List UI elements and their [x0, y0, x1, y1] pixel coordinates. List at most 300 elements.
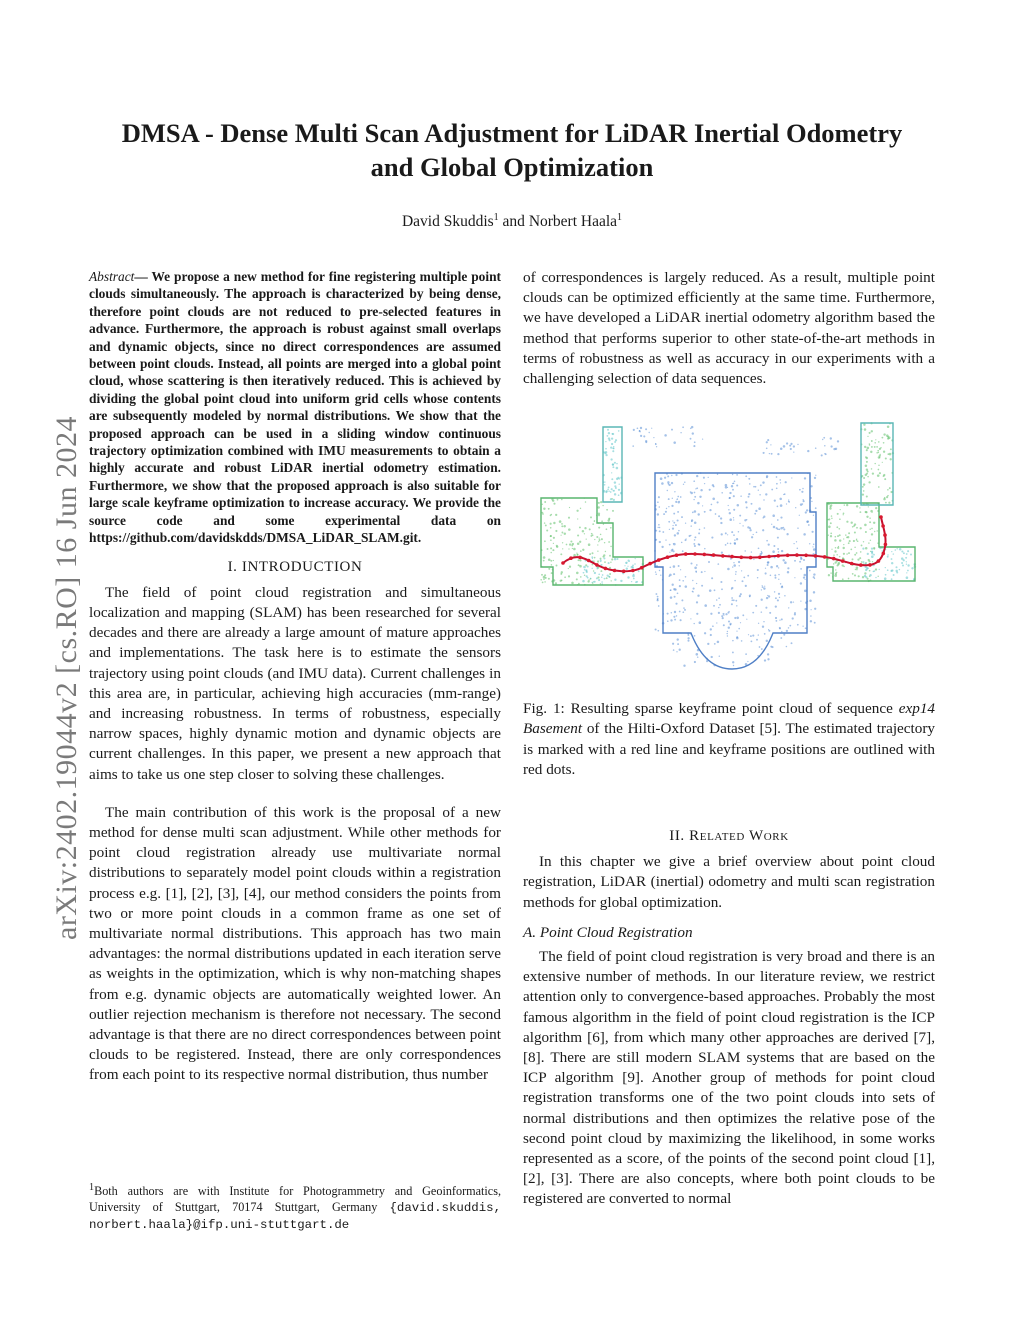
point-cloud-point [762, 482, 764, 484]
point-cloud-point [893, 554, 894, 555]
point-cloud-point [875, 439, 876, 440]
point-cloud-point [727, 636, 728, 637]
point-cloud-point [543, 556, 546, 559]
caption-prefix: Fig. 1: Resulting sparse keyframe point cloud of sequence [523, 700, 893, 718]
point-cloud-point [548, 578, 550, 580]
point-cloud-point [711, 537, 713, 539]
point-cloud-point [761, 612, 763, 614]
point-cloud-point [901, 551, 903, 553]
point-cloud-point [638, 571, 640, 573]
point-cloud-point [846, 504, 848, 506]
point-cloud-point [850, 549, 852, 551]
point-cloud-point [723, 625, 725, 627]
point-cloud-point [701, 571, 703, 573]
point-cloud-point [855, 569, 856, 570]
point-cloud-point [730, 624, 732, 626]
point-cloud-point [675, 603, 677, 605]
point-cloud-point [727, 568, 730, 571]
point-cloud-point [587, 566, 589, 568]
point-cloud-point [804, 477, 806, 479]
point-cloud-point [690, 438, 692, 440]
point-cloud-point [683, 665, 685, 667]
point-cloud-point [782, 559, 784, 561]
point-cloud-point [721, 615, 723, 617]
point-cloud-point [703, 477, 705, 479]
keyframe-dot [648, 562, 652, 566]
point-cloud-point [605, 551, 606, 552]
keyframe-dot [883, 534, 887, 538]
point-cloud-point [768, 630, 770, 632]
point-cloud-point [868, 568, 869, 569]
point-cloud-point [813, 515, 814, 516]
point-cloud-point [683, 484, 684, 485]
point-cloud-point [659, 541, 661, 543]
point-cloud-point [838, 528, 840, 530]
point-cloud-point [656, 446, 657, 447]
point-cloud-point [722, 617, 724, 619]
point-cloud-point [770, 444, 771, 445]
point-cloud-point [862, 576, 864, 578]
point-cloud-point [661, 546, 663, 548]
point-cloud-point [831, 518, 832, 519]
point-cloud-point [867, 476, 869, 478]
point-cloud-point [600, 501, 602, 503]
point-cloud-point [893, 574, 895, 576]
point-cloud-point [677, 593, 679, 595]
point-cloud-point [569, 544, 571, 546]
point-cloud-point [696, 601, 698, 603]
point-cloud-point [729, 497, 731, 499]
point-cloud-point [809, 570, 811, 572]
point-cloud-point [684, 482, 685, 483]
point-cloud-point [733, 517, 734, 518]
footnote-emails: {david.skuddis, norbert.haala}@ifp.uni-stuttgart.de [89, 1201, 502, 1233]
point-cloud-point [634, 563, 636, 565]
keyframe-dot [604, 567, 608, 571]
point-cloud-point [600, 560, 602, 562]
point-cloud-point [562, 548, 563, 549]
point-cloud-point [657, 596, 659, 598]
point-cloud-point [591, 557, 593, 559]
point-cloud-point [780, 527, 783, 530]
point-cloud-point [762, 626, 764, 628]
point-cloud-point [667, 481, 669, 483]
point-cloud-point [824, 445, 826, 447]
point-cloud-point [906, 553, 908, 555]
point-cloud-point [626, 568, 628, 570]
point-cloud-point [610, 491, 612, 493]
point-cloud-point [766, 640, 768, 642]
point-cloud-point [662, 531, 664, 533]
intro-paragraph-2: The main contribution of this work is the proposal of a new method for dense multi scan adjustment. While other methods for point cloud registration already use multivariate normal distributions to separately model point clouds within a registration process e.g. [1], [2], [3], [4], our method considers the points from two or more point clouds in a common frame as one set of multivariate normal distributions. This approach has two main advantages: the normal distributions updated in each iteration serve as weights in the optimization, which is why non-matching shapes from e.g. dynamic objects are automatically weighted lower. An outlier rejection mechanism is therefore not necessary. The second advantage is that there are no direct correspondences between point clouds to be registered. Instead, there are only correspondences from each point to its respective normal distribution, thus number [89, 803, 501, 1084]
point-cloud-point [668, 575, 670, 577]
point-cloud-point [790, 443, 792, 445]
point-cloud-point [797, 444, 798, 445]
point-cloud-point [770, 646, 772, 648]
point-cloud-point [579, 560, 581, 562]
point-cloud-point [886, 435, 889, 438]
point-cloud-point [658, 524, 660, 526]
point-cloud-point [761, 648, 763, 650]
point-cloud-point [600, 570, 602, 572]
point-cloud-point [633, 578, 635, 580]
point-cloud-point [766, 477, 768, 479]
point-cloud-point [691, 521, 693, 523]
point-cloud-point [635, 558, 636, 559]
footnote [89, 1180, 501, 1233]
point-cloud-point [791, 478, 792, 479]
point-cloud-point [805, 512, 807, 514]
point-cloud-point [632, 446, 634, 448]
point-cloud-point [831, 549, 832, 550]
point-cloud-point [797, 528, 799, 530]
point-cloud-point [851, 522, 853, 524]
point-cloud-point [883, 451, 885, 453]
point-cloud-point [906, 561, 907, 562]
point-cloud-point [780, 505, 783, 508]
point-cloud-point [612, 450, 614, 452]
point-cloud-point [736, 637, 739, 640]
point-cloud-point [668, 484, 670, 486]
point-cloud-point [785, 481, 787, 483]
point-cloud-point [672, 525, 673, 526]
point-cloud-point [800, 568, 802, 570]
point-cloud-point [596, 578, 598, 580]
point-cloud-point [541, 574, 543, 576]
point-cloud-point [790, 448, 792, 450]
point-cloud-point [672, 498, 673, 499]
point-cloud-point [863, 561, 865, 563]
point-cloud-point [813, 591, 815, 593]
point-cloud-point [697, 513, 699, 515]
point-cloud-point [870, 451, 872, 453]
point-cloud-point [617, 477, 619, 479]
point-cloud-point [760, 485, 762, 487]
keyframe-dot [758, 556, 762, 560]
point-cloud-point [835, 547, 837, 549]
point-cloud-point [564, 577, 566, 579]
point-cloud-point [753, 486, 755, 488]
point-cloud-point [735, 574, 736, 575]
point-cloud-point [655, 593, 657, 595]
point-cloud-point [664, 477, 666, 479]
point-cloud-point [697, 595, 699, 597]
abstract-text: We propose a new method for fine registering multiple point clouds simultaneously. The approach is characterized by being dense, therefore point clouds are not reduced to pre-selected features in advance. Furthermore, the approach is robust against small overlaps and dynamic objects, since no direct correspondences are assumed between point clouds. Instead, all points are merged into a global point cloud, whose scattering is then iteratively reduced. This is achieved by dividing the global point cloud into uniform grid cells whose contents are subsequently modeled by normal distributions. We show that the proposed approach can be used in a sliding window continuous trajectory optimization combined with IMU measurements to obtain a highly accurate and robust LiDAR inertial odometry estimation. Furthermore, we show that the proposed approach is also suitable for large scale keyframe optimization to increase accuracy. We provide the source code and some experimental data on https://github.com/davidskdds/DMSA_LiDAR_SLAM.git. [89, 269, 501, 546]
point-cloud-point [864, 428, 867, 431]
point-cloud-point [733, 495, 735, 497]
point-cloud-point [576, 553, 577, 554]
point-cloud-point [721, 533, 723, 535]
point-cloud-point [577, 543, 580, 546]
point-cloud-point [778, 574, 779, 575]
point-cloud-point [739, 523, 740, 524]
point-cloud-point [658, 527, 659, 528]
point-cloud-point [611, 488, 613, 490]
point-cloud-point [733, 520, 734, 521]
point-cloud-point [777, 548, 779, 550]
point-cloud-point [876, 446, 878, 448]
point-cloud-point [604, 561, 606, 563]
point-cloud-point [781, 631, 782, 632]
point-cloud-point [873, 522, 875, 524]
point-cloud-point [783, 445, 786, 448]
point-cloud-point [548, 568, 550, 570]
point-cloud-point [770, 575, 772, 577]
point-cloud-point [848, 578, 850, 580]
point-cloud-point [540, 579, 542, 581]
point-cloud-point [870, 540, 871, 541]
keyframe-dot [561, 561, 565, 565]
point-cloud-point [803, 500, 805, 502]
point-cloud-point [597, 545, 598, 546]
point-cloud-point [809, 600, 812, 603]
point-cloud-point [748, 478, 750, 480]
point-cloud-point [673, 573, 675, 575]
point-cloud-point [717, 502, 719, 504]
point-cloud-point [679, 585, 681, 587]
point-cloud-point [879, 472, 881, 474]
point-cloud-point [736, 485, 738, 487]
point-cloud-point [720, 581, 722, 583]
keyframe-dot [841, 560, 845, 564]
point-cloud-point [715, 513, 717, 515]
point-cloud-point [858, 575, 860, 577]
point-cloud-point [764, 660, 766, 662]
point-cloud-point [693, 588, 695, 590]
point-cloud-point [608, 519, 610, 521]
keyframe-dot [712, 554, 716, 558]
point-cloud-point [674, 491, 675, 492]
point-cloud-point [901, 558, 904, 561]
point-cloud-point [696, 475, 698, 477]
point-cloud-point [736, 631, 737, 632]
point-cloud-point [682, 551, 684, 553]
point-cloud-point [736, 617, 739, 620]
point-cloud-point [678, 501, 680, 503]
point-cloud-point [698, 533, 700, 535]
point-cloud-point [704, 527, 706, 529]
point-cloud-point [881, 550, 883, 552]
point-cloud-point [834, 551, 836, 553]
keyframe-dot [884, 543, 888, 547]
point-cloud-point [887, 437, 889, 439]
point-cloud-point [779, 498, 782, 501]
point-cloud-point [731, 597, 733, 599]
point-cloud-point [592, 523, 594, 525]
point-cloud-point [767, 562, 769, 564]
point-cloud-point [763, 621, 764, 622]
point-cloud-point [721, 552, 723, 554]
point-cloud-point [883, 434, 885, 436]
point-cloud-point [611, 472, 612, 473]
keyframe-dot [721, 554, 725, 558]
keyframe-dot [569, 557, 573, 561]
point-cloud-point [733, 600, 735, 602]
point-cloud-point [616, 558, 618, 560]
author-1-affiliation: 1 [493, 212, 499, 223]
footnote-text: Both authors are with Institute for Photogrammetry and Geoinformatics, University of Stuttgart, 70174 Stuttgart, Germany [89, 1184, 501, 1215]
point-cloud-point [776, 488, 778, 490]
point-cloud-point [596, 568, 598, 570]
point-cloud-point [738, 561, 740, 563]
point-cloud-point [683, 608, 685, 610]
point-cloud-point [733, 534, 735, 536]
point-cloud-point [789, 501, 790, 502]
point-cloud-point [771, 489, 773, 491]
point-cloud-point [790, 601, 792, 603]
point-cloud-point [757, 577, 758, 578]
point-cloud-point [690, 563, 692, 565]
point-cloud-point [865, 531, 867, 533]
point-cloud-point [557, 499, 559, 501]
point-cloud-point [871, 552, 872, 553]
point-cloud-point [655, 574, 657, 576]
point-cloud-point [550, 540, 552, 542]
point-cloud-point [800, 558, 802, 560]
point-cloud-point [812, 531, 814, 533]
point-cloud-point [849, 540, 851, 542]
point-cloud-point [864, 446, 866, 448]
point-cloud-point [708, 561, 710, 563]
point-cloud-point [555, 514, 557, 516]
point-cloud-point [843, 513, 845, 515]
point-cloud-point [699, 622, 702, 625]
point-cloud-point [761, 599, 763, 601]
point-cloud-point [696, 613, 698, 615]
point-cloud-point [653, 437, 654, 438]
point-cloud-point [784, 493, 786, 495]
point-cloud-point [589, 529, 591, 531]
point-cloud-point [776, 565, 778, 567]
keyframe-dot [749, 556, 753, 560]
point-cloud-point [605, 441, 606, 442]
point-cloud-point [732, 483, 733, 484]
point-cloud-point [593, 570, 595, 572]
point-cloud-point [808, 524, 810, 526]
point-cloud-point [874, 442, 876, 444]
point-cloud-point [887, 570, 889, 572]
point-cloud-point [627, 566, 628, 567]
point-cloud-point [824, 453, 825, 454]
point-cloud-point [578, 559, 580, 561]
point-cloud-point [697, 657, 699, 659]
point-cloud-point [777, 506, 779, 508]
point-cloud-point [677, 496, 679, 498]
point-cloud-point [671, 475, 672, 476]
point-cloud-point [852, 573, 854, 575]
point-cloud-point [883, 474, 885, 476]
point-cloud-point [734, 540, 736, 542]
point-cloud-point [857, 541, 859, 543]
point-cloud-point [667, 621, 669, 623]
keyframe-dot [777, 554, 781, 558]
point-cloud-point [860, 527, 862, 529]
point-cloud-point [613, 446, 614, 447]
point-cloud-point [773, 545, 775, 547]
point-cloud-point [608, 432, 610, 434]
point-cloud-point [572, 548, 573, 549]
point-cloud-point [699, 529, 701, 531]
section-title: INTRODUCTION [241, 558, 363, 575]
point-cloud-point [576, 554, 578, 556]
point-cloud-point [779, 597, 780, 598]
point-cloud-point [728, 611, 729, 612]
point-cloud-point [731, 531, 733, 533]
point-cloud-point [878, 469, 880, 471]
point-cloud-point [862, 548, 864, 550]
author-conjunction: and [502, 213, 525, 231]
point-cloud-point [672, 528, 674, 530]
point-cloud-point [823, 437, 825, 439]
point-cloud-point [775, 606, 777, 608]
point-cloud-point [865, 547, 868, 550]
point-cloud-point [678, 565, 680, 567]
point-cloud-point [874, 463, 875, 464]
point-cloud-point [895, 566, 897, 568]
point-cloud-point [839, 519, 841, 521]
point-cloud-point [605, 454, 607, 456]
point-cloud-point [813, 574, 815, 576]
point-cloud-point [843, 514, 844, 515]
point-cloud-point [670, 597, 673, 600]
point-cloud-point [645, 428, 647, 430]
point-cloud-point [721, 492, 723, 494]
point-cloud-point [599, 539, 601, 541]
point-cloud-point [659, 531, 661, 533]
point-cloud-point [543, 579, 545, 581]
keyframe-dot [666, 556, 670, 560]
point-cloud-point [793, 446, 795, 448]
point-cloud-point [627, 577, 629, 579]
point-cloud-point [774, 575, 776, 577]
title-line-1: DMSA - Dense Multi Scan Adjustment for LiDAR Inertial Odometry [121, 118, 903, 148]
point-cloud-point [742, 615, 744, 617]
point-cloud-point [564, 533, 566, 535]
keyframe-dot [631, 569, 635, 573]
point-cloud-point [838, 546, 839, 547]
point-cloud-point [673, 513, 675, 515]
point-cloud-point [710, 628, 712, 630]
point-cloud-point [660, 478, 663, 481]
point-cloud-point [601, 577, 602, 578]
point-cloud-point [871, 548, 873, 550]
point-cloud-point [765, 573, 767, 575]
point-cloud-point [568, 568, 569, 569]
point-cloud-point [604, 484, 606, 486]
point-cloud-point [555, 530, 557, 532]
point-cloud-point [839, 540, 841, 542]
point-cloud-point [856, 552, 858, 554]
point-cloud-point [791, 642, 793, 644]
point-cloud-point [709, 509, 711, 511]
point-cloud-point [810, 620, 812, 622]
point-cloud-point [737, 504, 740, 507]
point-cloud-point [594, 521, 595, 522]
point-cloud-point [895, 549, 897, 551]
point-cloud-point [863, 484, 865, 486]
point-cloud-outlines [541, 423, 915, 669]
point-cloud-point [631, 581, 632, 582]
point-cloud-point [553, 503, 555, 505]
point-cloud-point [868, 507, 869, 508]
point-cloud-point [744, 550, 745, 551]
point-cloud-point [758, 508, 761, 511]
point-cloud-point [561, 532, 563, 534]
keyframe-dot [622, 570, 626, 574]
point-cloud-point [871, 556, 874, 559]
point-cloud-point [813, 544, 815, 546]
point-cloud-point [777, 537, 779, 539]
